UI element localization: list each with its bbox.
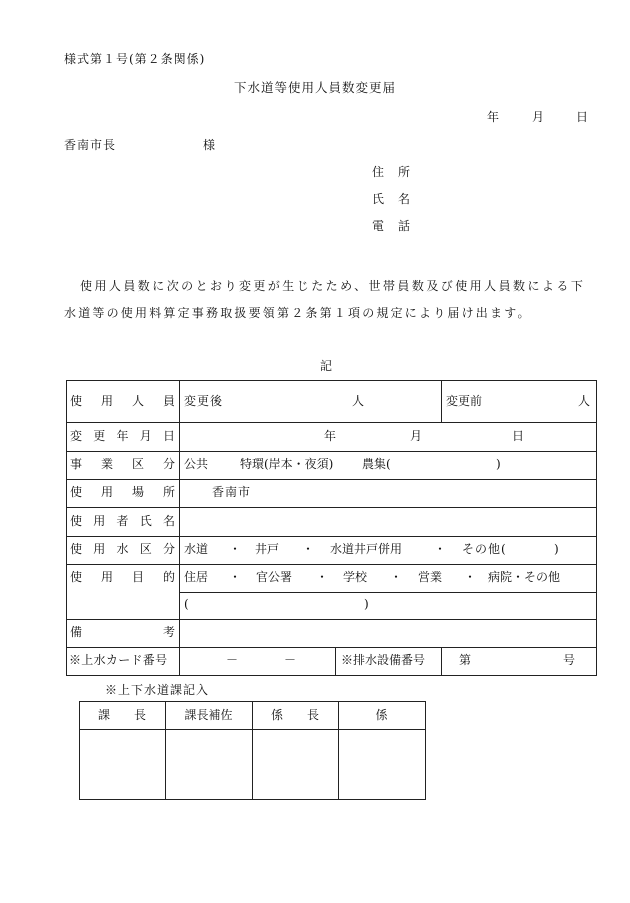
water-tap: 水道 [184, 542, 209, 556]
remarks-label: 備 考 [70, 625, 175, 639]
persons-label: 使 用 人 員 [70, 394, 175, 408]
card-dash-2: － [284, 653, 297, 667]
water-type-label: 使 用 水 区 分 [70, 542, 175, 556]
name-label: 氏 名 [372, 192, 412, 206]
before-label: 変更前 [446, 394, 483, 408]
ki-heading: 記 [320, 359, 333, 373]
drain-dai: 第 [459, 653, 472, 667]
water-combined: 水道井戸併用 [330, 542, 403, 556]
date-day: 日 [576, 110, 589, 124]
purpose-paren-open: ( [184, 597, 189, 611]
water-paren-close: ) [554, 542, 559, 556]
change-date-label: 変 更 年 月 日 [70, 429, 175, 443]
water-well: 井戸 [255, 542, 280, 556]
category-public: 公共 [184, 457, 209, 471]
page-title: 下水道等使用人員数変更届 [233, 80, 396, 95]
office-header-manager: 課 長 [97, 708, 146, 722]
office-title: ※上下水道課記入 [105, 683, 210, 697]
purpose-hospital-other: 病院・その他 [488, 570, 561, 584]
drain-gou: 号 [563, 653, 576, 667]
body-line-2: 水道等の使用料算定事務取扱要領第２条第１項の規定により届け出ます。 [64, 306, 532, 320]
card-label: ※上水カード番号 [69, 653, 168, 667]
body-line-1: 使用人員数に次のとおり変更が生じたため、世帯員数及び使用人員数による下 [80, 279, 586, 293]
user-name-label: 使 用 者 氏 名 [70, 514, 175, 528]
category-noshu: 農集( [362, 457, 391, 471]
purpose-paren-close: ) [364, 597, 369, 611]
water-sep-2: ・ [302, 542, 315, 556]
location-label: 使 用 場 所 [70, 485, 175, 499]
change-month: 月 [410, 429, 423, 443]
office-header-assistant: 課長補佐 [184, 708, 233, 722]
category-tokkan: 特環(岸本・夜須) [240, 457, 334, 471]
purpose-government: 官公署 [256, 570, 293, 584]
phone-label: 電 話 [372, 219, 412, 233]
addressee-honorific: 様 [203, 138, 216, 152]
category-label: 事 業 区 分 [70, 457, 175, 471]
date-year: 年 [487, 110, 500, 124]
purpose-label: 使 用 目 的 [70, 570, 175, 584]
drain-label: ※排水設備番号 [341, 653, 426, 667]
water-other: その他( [462, 542, 507, 556]
card-dash-1: － [226, 653, 239, 667]
purpose-business: 営業 [418, 570, 443, 584]
before-unit: 人 [578, 394, 591, 408]
purpose-sep-2: ・ [316, 570, 329, 584]
date-month: 月 [532, 110, 545, 124]
after-label: 変更後 [184, 394, 224, 408]
water-sep-1: ・ [229, 542, 242, 556]
address-label: 住 所 [372, 165, 412, 179]
purpose-sep-3: ・ [390, 570, 403, 584]
purpose-residence: 住居 [184, 570, 209, 584]
office-header-staff: 係 [375, 708, 388, 722]
location-value: 香南市 [212, 485, 252, 499]
form-number: 様式第１号(第２条関係) [64, 52, 206, 66]
change-day: 日 [512, 429, 525, 443]
purpose-sep-1: ・ [229, 570, 242, 584]
office-header-chief: 係 長 [270, 708, 319, 722]
change-year: 年 [324, 429, 337, 443]
addressee-name: 香南市長 [64, 138, 117, 152]
water-sep-3: ・ [434, 542, 447, 556]
category-paren-close: ) [496, 457, 501, 471]
purpose-school: 学校 [343, 570, 368, 584]
after-unit: 人 [352, 394, 365, 408]
purpose-sep-4: ・ [464, 570, 477, 584]
